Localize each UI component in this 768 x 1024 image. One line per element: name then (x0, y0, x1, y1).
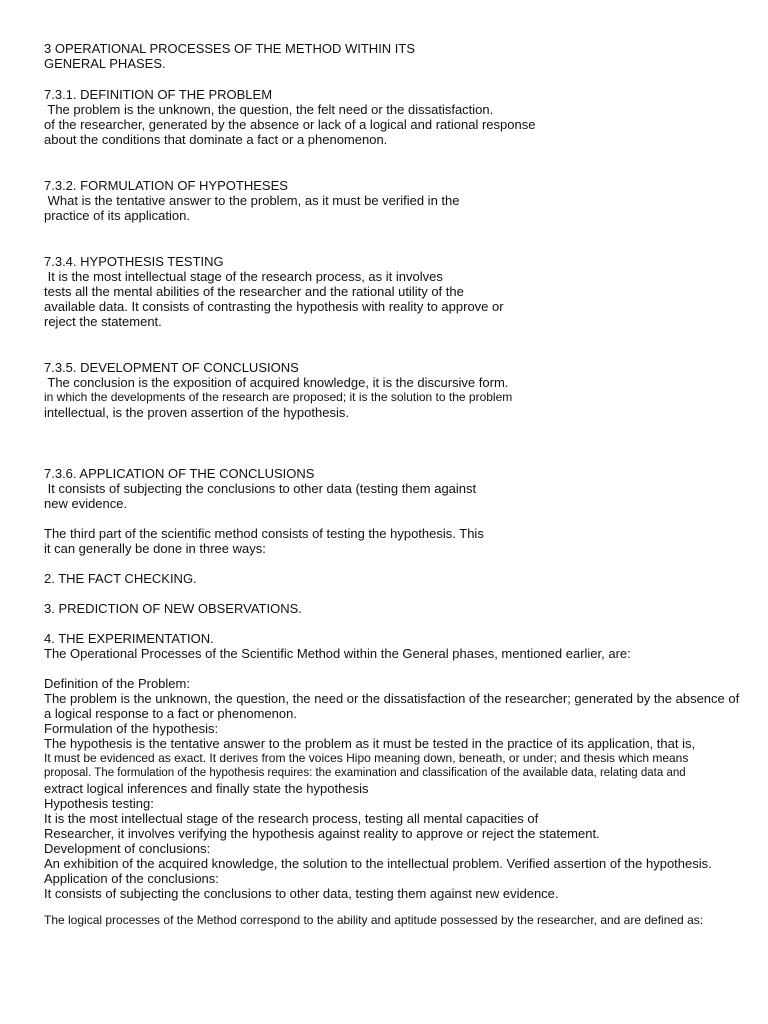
paragraph-line: intellectual, is the proven assertion of the hypothesis. (44, 405, 349, 420)
paragraph-line: available data. It consists of contrasting the hypothesis with reality to approve or (44, 299, 504, 314)
section-heading: 7.3.5. DEVELOPMENT OF CONCLUSIONS (44, 360, 299, 375)
paragraph-line: The problem is the unknown, the question, the felt need or the dissatisfaction. (44, 102, 494, 117)
paragraph-line: about the conditions that dominate a fact or a phenomenon. (44, 132, 388, 147)
paragraph-line: It is the most intellectual stage of the research process, as it involves (44, 269, 443, 284)
way-item: 3. PREDICTION OF NEW OBSERVATIONS. (44, 601, 302, 616)
section-heading: 7.3.6. APPLICATION OF THE CONCLUSIONS (44, 466, 315, 481)
paragraph-line: reject the statement. (44, 314, 162, 329)
summary-line: extract logical inferences and finally state the hypothesis (44, 781, 369, 796)
summary-line: It is the most intellectual stage of the research process, testing all mental capacities of (44, 811, 539, 826)
paragraph-line: practice of its application. (44, 208, 190, 223)
document-page (44, 41, 744, 928)
section-application (44, 466, 744, 511)
closing-line: The logical processes of the Method correspond to the ability and aptitude possessed by the researcher, and are defined as: (44, 913, 704, 927)
document-title (44, 41, 744, 71)
summary-line: An exhibition of the acquired knowledge, the solution to the intellectual problem. Verified assertion of the hypothesis. (44, 856, 712, 871)
way-item: 4. THE EXPERIMENTATION. (44, 631, 214, 646)
way-item: 2. THE FACT CHECKING. (44, 571, 197, 586)
paragraph-line: The third part of the scientific method consists of testing the hypothesis. This (44, 526, 484, 541)
summary-line: The hypothesis is the tentative answer to the problem as it must be tested in the practice of its application, that is, (44, 736, 696, 751)
paragraph-line: new evidence. (44, 496, 128, 511)
title-line: 3 OPERATIONAL PROCESSES OF THE METHOD WITHIN ITS (44, 41, 416, 56)
paragraph-line: tests all the mental abilities of the researcher and the rational utility of the (44, 284, 464, 299)
section-heading: 7.3.1. DEFINITION OF THE PROBLEM (44, 87, 273, 102)
paragraph-line: in which the developments of the research are proposed; it is the solution to the problem (44, 390, 513, 404)
section-heading: 7.3.2. FORMULATION OF HYPOTHESES (44, 178, 288, 193)
summary-intro: The Operational Processes of the Scientific Method within the General phases, mentioned earlier, are: (44, 646, 631, 661)
paragraph-line: of the researcher, generated by the absence or lack of a logical and rational response (44, 117, 536, 132)
summary-block (44, 676, 744, 901)
paragraph-line: What is the tentative answer to the problem, as it must be verified in the (44, 193, 460, 208)
third-part-paragraph (44, 526, 744, 556)
summary-label: Development of conclusions: (44, 841, 211, 856)
summary-label: Formulation of the hypothesis: (44, 721, 219, 736)
paragraph-line: The conclusion is the exposition of acquired knowledge, it is the discursive form. (44, 375, 509, 390)
summary-line: It consists of subjecting the conclusions to other data, testing them against new evidence. (44, 886, 559, 901)
section-definition (44, 87, 744, 147)
section-formulation (44, 178, 744, 223)
summary-line: proposal. The formulation of the hypothesis requires: the examination and classification of the available data, relating data and (44, 767, 686, 779)
summary-line: a logical response to a fact or phenomenon. (44, 706, 297, 721)
summary-label: Hypothesis testing: (44, 796, 154, 811)
title-line: GENERAL PHASES. (44, 56, 166, 71)
summary-label: Application of the conclusions: (44, 871, 219, 886)
section-heading: 7.3.4. HYPOTHESIS TESTING (44, 254, 224, 269)
section-conclusions (44, 360, 744, 420)
section-testing (44, 254, 744, 329)
paragraph-line: it can generally be done in three ways: (44, 541, 266, 556)
summary-line: It must be evidenced as exact. It derives from the voices Hipo meaning down, beneath, or under; and thesis which means (44, 751, 689, 765)
summary-label: Definition of the Problem: (44, 676, 190, 691)
paragraph-line: It consists of subjecting the conclusions to other data (testing them against (44, 481, 477, 496)
summary-line: The problem is the unknown, the question, the need or the dissatisfaction of the researcher; generated by the absence of (44, 691, 740, 706)
summary-line: Researcher, it involves verifying the hypothesis against reality to approve or reject the statement. (44, 826, 600, 841)
